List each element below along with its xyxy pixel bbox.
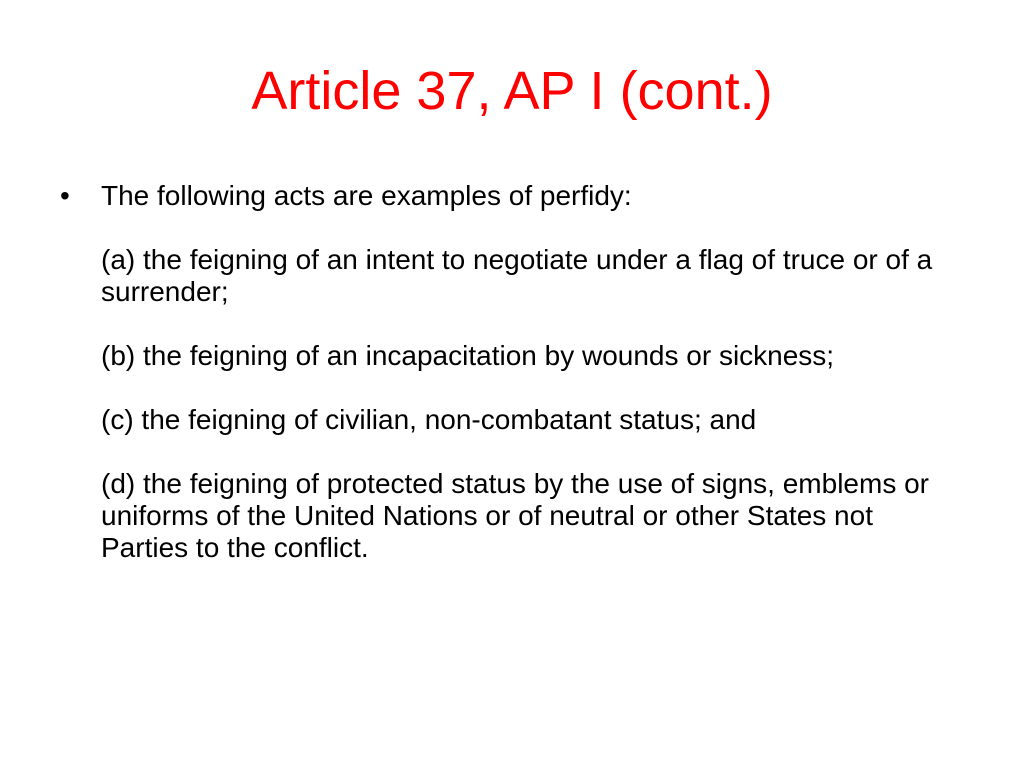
list-item-d: (d) the feigning of protected status by the use of signs, emblems or uniforms of the United Nations or of neutral or other States not Parties to the conflict. [101,468,929,563]
bullet-content [101,180,960,564]
list-item-a: (a) the feigning of an intent to negotiate under a flag of truce or of a surrender; [101,244,933,307]
list-item-c: (c) the feigning of civilian, non-combatant status; and [101,404,757,435]
bullet-text: The following acts are examples of perfidy: [101,180,632,211]
slide-body [60,180,960,564]
slide-title: Article 37, AP I (cont.) [251,61,773,121]
bullet-icon: • [60,180,70,211]
list-item-b: (b) the feigning of an incapacitation by wounds or sickness; [101,340,835,371]
bullet-item [60,180,960,564]
